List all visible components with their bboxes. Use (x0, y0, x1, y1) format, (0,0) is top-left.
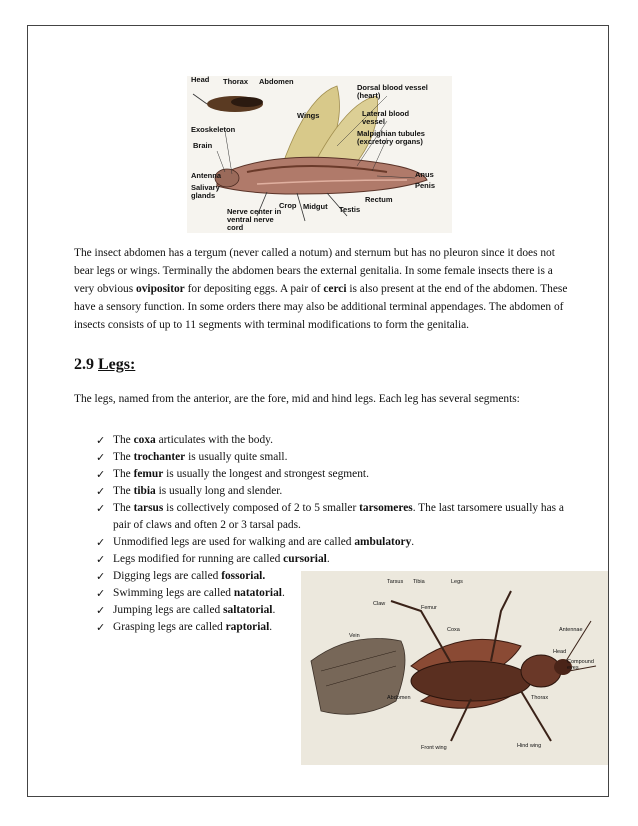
checkmark-icon: ✓ (96, 502, 106, 515)
label-abdomen: Abdomen (259, 77, 294, 86)
list-item: ✓ The femur is usually the longest and strongest segment. (96, 468, 369, 481)
label-thorax: Thorax (223, 77, 249, 86)
label-wings: Wings (297, 111, 320, 120)
label-abdomen: Abdomen (387, 695, 411, 701)
label-dorsal-vessel: Dorsal blood vessel (heart) (357, 83, 428, 100)
label-thorax: Thorax (531, 695, 549, 701)
list-item: ✓ Grasping legs are called raptorial. (96, 621, 273, 634)
legs-intro-paragraph: The legs, named from the anterior, are the fore, mid and hind legs. Each leg has several segments: (74, 393, 520, 405)
beetle-anatomy-figure (301, 571, 608, 765)
label-front-wing: Front wing (421, 745, 447, 751)
label-antenna: Antenna (191, 171, 221, 180)
checkmark-icon: ✓ (96, 604, 106, 617)
list-item: ✓ The tibia is usually long and slender. (96, 485, 283, 498)
list-item: ✓ The trochanter is usually quite small. (96, 451, 288, 464)
label-brain: Brain (193, 141, 213, 150)
list-item: ✓ Digging legs are called fossorial. (96, 570, 266, 583)
checkmark-icon: ✓ (96, 485, 106, 498)
label-salivary: Salivary glands (191, 183, 220, 200)
checkmark-icon: ✓ (96, 621, 106, 634)
label-lateral-vessel: Lateral blood vessel (362, 109, 410, 126)
list-item: ✓ Legs modified for running are called cursorial. (96, 553, 330, 566)
section-heading: 2.9 Legs: (74, 356, 136, 373)
label-head: Head (191, 76, 210, 84)
label-coxa: Coxa (447, 627, 460, 633)
label-anus: Anus (415, 170, 434, 179)
checkmark-icon: ✓ (96, 451, 106, 464)
label-hind-wing: Hind wing (517, 743, 542, 749)
checkmark-icon: ✓ (96, 570, 106, 583)
abdomen-paragraph: The insect abdomen has a tergum (never called a notum) and sternum but has no pleuron since it does not bear legs or wings. Terminally the abdomen bears the external genitalia. In some female insects there is a very obvious ovipositor for depositing eggs. A pair of cerci is also present at the end of the abdomen. These have a sensory function. In some orders there may also be additional terminal appendages. The abdomen of insects consists of up to 11 segments with terminal modifications to form the genitalia. (74, 247, 568, 331)
label-malpighian: Malpighian tubules (excretory organs) (357, 129, 425, 146)
list-item: ✓ The coxa articulates with the body. (96, 434, 273, 447)
beetle-anatomy-drawing (301, 571, 608, 765)
label-compound-eyes: Compound eyes (567, 659, 594, 671)
list-item: ✓ Jumping legs are called saltatorial. (96, 604, 276, 617)
label-antennae: Antennae (559, 627, 583, 633)
label-tarsus: Tarsus (387, 579, 404, 585)
insect-anatomy-figure (187, 76, 452, 233)
label-femur: Femur (421, 605, 437, 611)
label-rectum: Rectum (365, 195, 393, 204)
label-vein: Vein (349, 633, 360, 639)
label-tibia: Tibia (413, 579, 425, 585)
checkmark-icon: ✓ (96, 434, 106, 447)
label-midgut: Midgut (303, 202, 328, 211)
label-nerve-center: Nerve center in ventral nerve cord (227, 207, 282, 232)
checkmark-icon: ✓ (96, 553, 106, 566)
label-crop: Crop (279, 201, 297, 210)
label-head: Head (553, 649, 567, 655)
list-item: ✓ Unmodified legs are used for walking and are called ambulatory. (96, 536, 415, 549)
checkmark-icon: ✓ (96, 468, 106, 481)
label-testis: Testis (339, 205, 361, 214)
checkmark-icon: ✓ (96, 587, 106, 600)
label-exoskeleton: Exoskeleton (191, 125, 236, 134)
label-claw: Claw (373, 601, 386, 607)
label-legs: Legs (451, 579, 463, 585)
checkmark-icon: ✓ (96, 536, 106, 549)
list-item: ✓ The tarsus is collectively composed of 2 to 5 smaller tarsomeres. The last tarsomere usually has a pair of claws and often 2 or 3 tarsal pads. (96, 502, 564, 531)
label-penis: Penis (415, 181, 436, 190)
list-item: ✓ Swimming legs are called natatorial. (96, 587, 285, 600)
